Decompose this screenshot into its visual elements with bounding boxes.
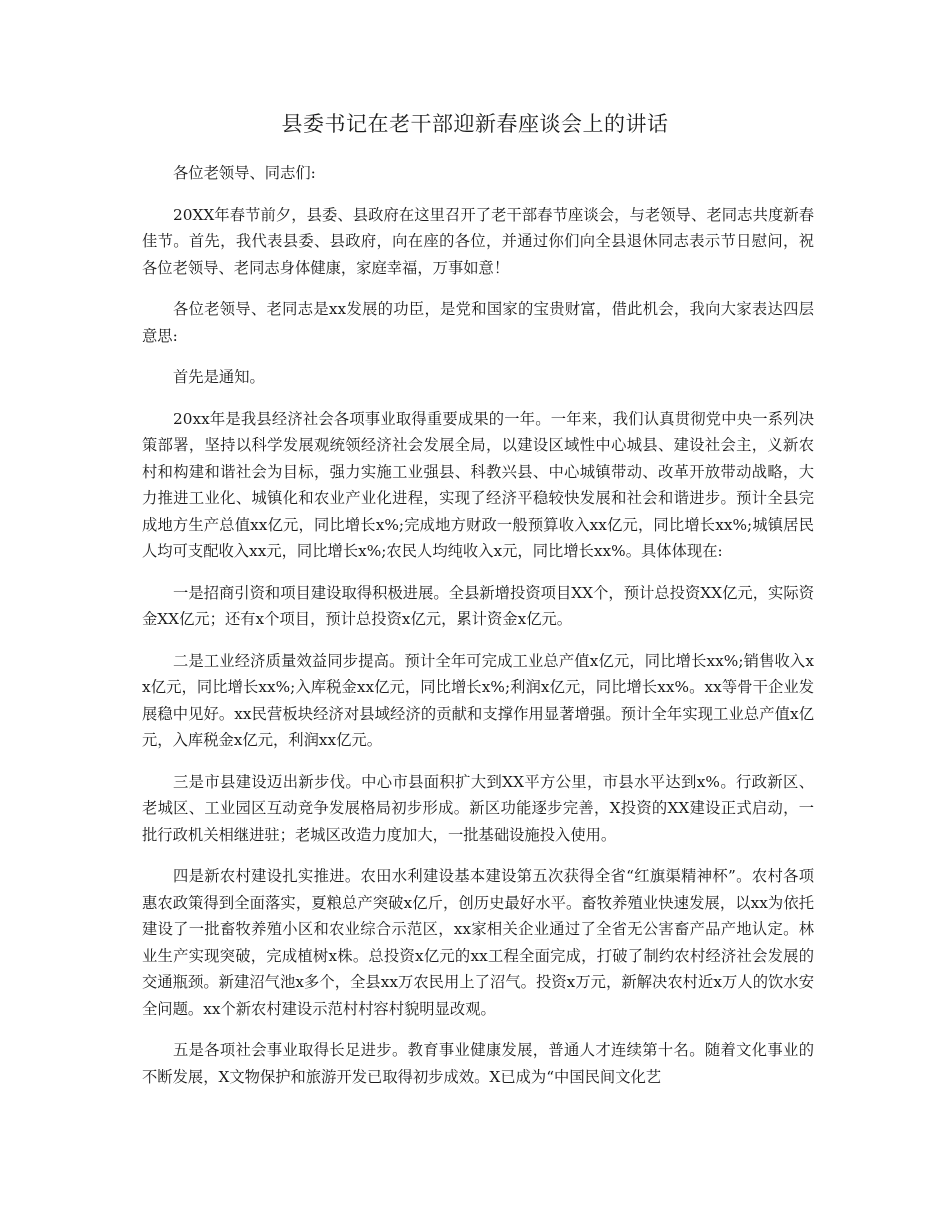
paragraph-social-undertakings: 五是各项社会事业取得长足进步。教育事业健康发展，普通人才连续第十名。随着文化事业的不断发展，X文物保护和旅游开发已取得初步成效。X已成为“中国民间文化艺 — [142, 1041, 814, 1086]
paragraph-urban-construction: 三是市县建设迈出新步伐。中心市县面积扩大到XX平方公里，市县水平达到x%。行政新区、老城区、工业园区互动竞争发展格局初步形成。新区功能逐步完善，X投资的XX建设正式启动，一批行政机关相继进驻；老城区改造力度加大，一批基础设施投入使用。 — [142, 772, 814, 844]
paragraph-greeting: 各位老领导、同志们: — [173, 164, 316, 182]
paragraph-opening: 20XX年春节前夕，县委、县政府在这里召开了老干部春节座谈会，与老领导、老同志共度新春佳节。首先，我代表县委、县政府，向在座的各位，并通过你们向全县退休同志表示节日慰问，祝各位老领导、老同志身体健康，家庭幸福，万事如意！ — [142, 205, 814, 277]
paragraph-first-point: 首先是通知。 — [173, 368, 265, 386]
document-title: 县委书记在老干部迎新春座谈会上的讲话 — [281, 112, 669, 136]
paragraph-new-countryside: 四是新农村建设扎实推进。农田水利建设基本建设第五次获得全省“红旗渠精神杯”。农村各项惠农政策得到全面落实，夏粮总产突破x亿斤，创历史最好水平。畜牧养殖业快速发展，以xx为依托建设了一批畜牧养殖小区和农业综合示范区，xx家相关企业通过了全省无公害畜产品产地认定。林业生产实现突破，完成植树x株。总投资x亿元的xx工程全面完成，打破了制约农村经济社会发展的交通瓶颈。新建沼气池x多个，全县xx万农民用上了沼气。投资x万元，新解决农村近x万人的饮水安全问题。xx个新农村建设示范村村容村貌明显改观。 — [142, 867, 814, 1018]
document-body — [142, 160, 814, 1105]
paragraph-investment: 一是招商引资和项目建设取得积极进展。全县新增投资项目XX个，预计总投资XX亿元，实际资金XX亿元；还有x个项目，预计总投资x亿元，累计资金x亿元。 — [142, 583, 814, 628]
paragraph-intro: 各位老领导、老同志是xx发展的功臣，是党和国家的宝贵财富，借此机会，我向大家表达四层意思: — [142, 300, 814, 345]
paragraph-industry: 二是工业经济质量效益同步提高。预计全年可完成工业总产值x亿元，同比增长xx%;销售收入xx亿元，同比增长xx%;入库税金xx亿元，同比增长x%;利润x亿元，同比增长xx%。xx等骨干企业发展稳中见好。xx民营板块经济对县域经济的贡献和支撑作用显著增强。预计全年实现工业总产值x亿元，入库税金x亿元，利润xx亿元。 — [142, 651, 814, 749]
paragraph-annual-summary: 20xx年是我县经济社会各项事业取得重要成果的一年。一年来，我们认真贯彻党中央一系列决策部署，坚持以科学发展观统领经济社会发展全局，以建设区域性中心城县、建设社会主，义新农村和构建和谐社会为目标，强力实施工业强县、科教兴县、中心城镇带动、改革开放带动战略，大力推进工业化、城镇化和农业产业化进程，实现了经济平稳较快发展和社会和谐进步。预计全县完成地方生产总值xx亿元，同比增长x%;完成地方财政一般预算收入xx亿元，同比增长xx%;城镇居民人均可支配收入xx元，同比增长x%;农民人均纯收入x元，同比增长xx%。具体体现在: — [142, 409, 814, 560]
